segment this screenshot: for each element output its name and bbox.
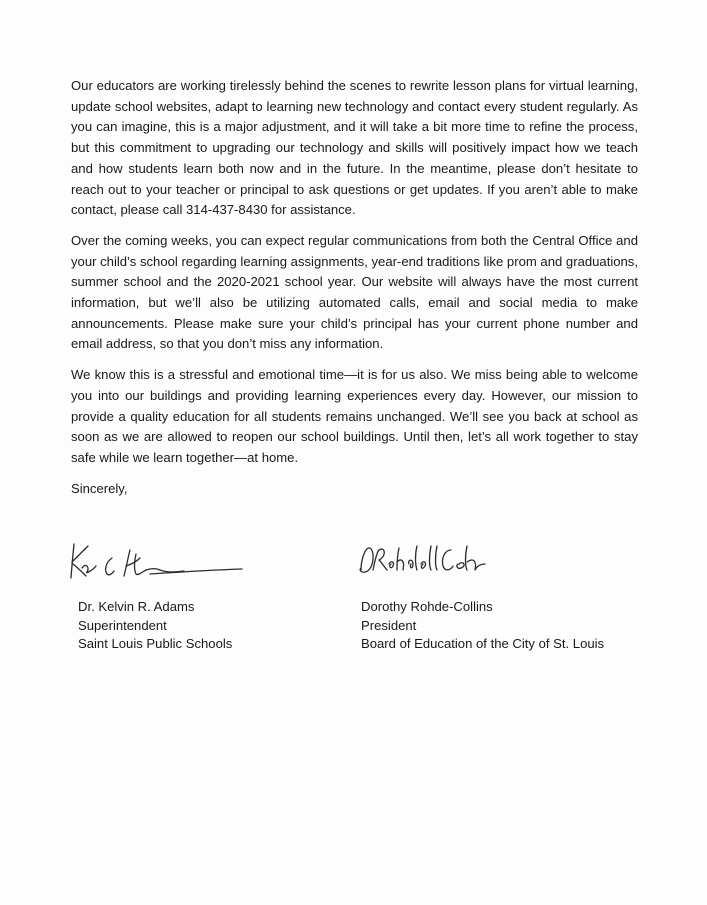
signatory-title: President bbox=[361, 617, 417, 633]
superintendent-signature-block bbox=[78, 598, 232, 654]
signatory-name: Dr. Kelvin R. Adams bbox=[78, 599, 195, 614]
paragraph-3: We know this is a stressful and emotional time—it is for us also. We miss being able to welcome you into our buildings and providing learning experiences every day. However, our mission to provide a quality education for all students remains unchanged. We’ll see you back at school as soon as we are allowed to reopen our school buildings. Until then, let’s all work together to stay safe while we learn together—at home. bbox=[71, 367, 638, 465]
paragraph-1: Our educators are working tirelessly behind the scenes to rewrite lesson plans for virtual learning, update school websites, adapt to learning new technology and contact every student regularly. As you can imagine, this is a major adjustment, and it will take a bit more time to refine the process, but this commitment to upgrading our technology and skills will positively impact how we teach and how students learn both now and in the future. In the meantime, please don’t hesitate to reach out to your teacher or principal to ask questions or get updates. If you aren’t able to make contact, please call 314-437-8430 for assistance. bbox=[71, 78, 638, 218]
signatory-organization: Saint Louis Public Schools bbox=[78, 636, 233, 651]
signatory-organization: Board of Education of the City of St. Louis bbox=[361, 636, 605, 651]
board-president-signature-block bbox=[361, 598, 604, 654]
signatory-name: Dorothy Rohde-Collins bbox=[361, 599, 493, 614]
superintendent-signature bbox=[60, 538, 250, 586]
closing-salutation: Sincerely, bbox=[71, 481, 128, 496]
letter-body bbox=[71, 76, 638, 479]
signatory-title: Superintendent bbox=[78, 617, 167, 633]
board-president-signature bbox=[355, 540, 495, 580]
paragraph-2: Over the coming weeks, you can expect regular communications from both the Central Office and your child’s school regarding learning assignments, year-end traditions like prom and graduations, summer school and the 2020-2021 school year. Our website will always have the most current information, but we’ll also be utilizing automated calls, email and social media to make announcements. Please make sure your child’s principal has your current phone number and email address, so that you don’t miss any information. bbox=[71, 232, 638, 352]
